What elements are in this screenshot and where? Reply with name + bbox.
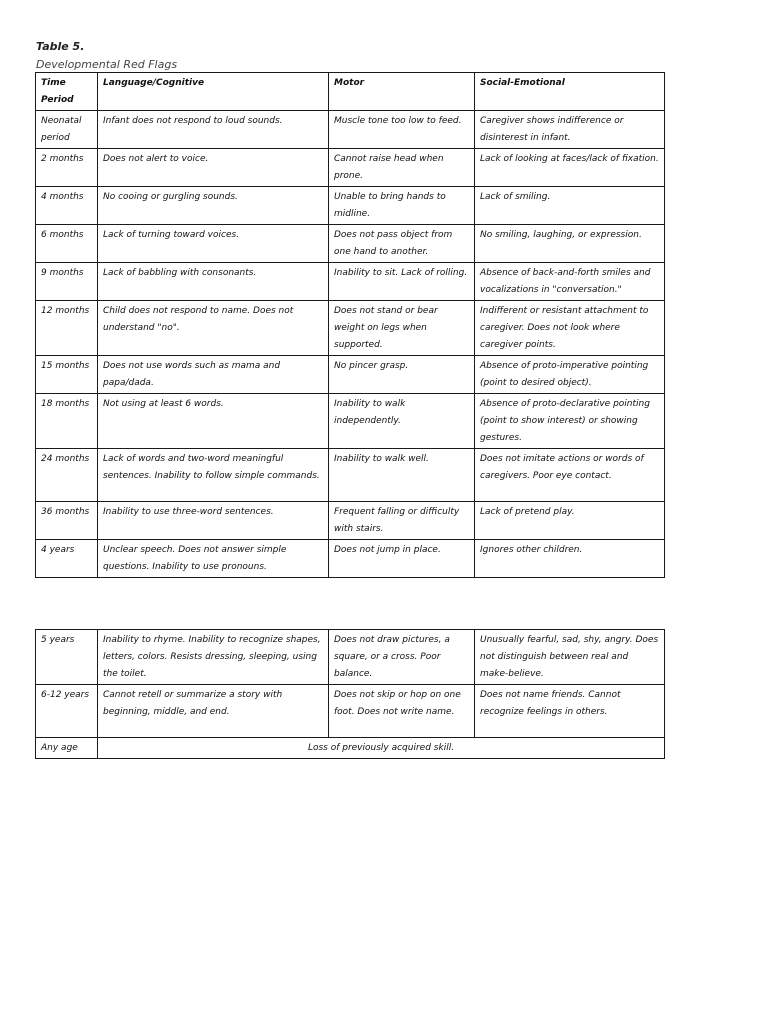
table-label: Table 5. bbox=[36, 40, 85, 53]
cell-period: 12 months bbox=[36, 301, 98, 356]
table-row bbox=[36, 502, 665, 540]
cell-motor: Muscle tone too low to feed. bbox=[329, 111, 475, 149]
cell-social: Ignores other children. bbox=[475, 540, 665, 578]
cell-motor: Does not stand or bear weight on legs when supported. bbox=[329, 301, 475, 356]
cell-period: Neonatal period bbox=[36, 111, 98, 149]
cell-motor: Frequent falling or difficulty with stairs. bbox=[329, 502, 475, 540]
cell-language: Infant does not respond to loud sounds. bbox=[98, 111, 329, 149]
cell-period: 6-12 years bbox=[36, 685, 98, 738]
cell-language: Lack of turning toward voices. bbox=[98, 225, 329, 263]
table-row bbox=[36, 540, 665, 578]
cell-motor: Inability to sit. Lack of rolling. bbox=[329, 263, 475, 301]
table-row bbox=[36, 149, 665, 187]
cell-period: 6 months bbox=[36, 225, 98, 263]
cell-motor: Cannot raise head when prone. bbox=[329, 149, 475, 187]
cell-period: 15 months bbox=[36, 356, 98, 394]
cell-language: Inability to use three-word sentences. bbox=[98, 502, 329, 540]
cell-language: Inability to rhyme. Inability to recognize shapes, letters, colors. Resists dressing, sleeping, using the toilet. bbox=[98, 630, 329, 685]
table-row bbox=[36, 111, 665, 149]
cell-social: Absence of proto-imperative pointing (point to desired object). bbox=[475, 356, 665, 394]
cell-motor: Unable to bring hands to midline. bbox=[329, 187, 475, 225]
cell-period: 18 months bbox=[36, 394, 98, 449]
cell-period: Any age bbox=[36, 738, 98, 759]
table-title: Developmental Red Flags bbox=[36, 58, 178, 71]
cell-language: Child does not respond to name. Does not understand "no". bbox=[98, 301, 329, 356]
cell-language: Does not alert to voice. bbox=[98, 149, 329, 187]
cell-period: 24 months bbox=[36, 449, 98, 502]
cell-period: 2 months bbox=[36, 149, 98, 187]
cell-language: Not using at least 6 words. bbox=[98, 394, 329, 449]
table-row bbox=[36, 630, 665, 685]
cell-social: Absence of back-and-forth smiles and vocalizations in "conversation." bbox=[475, 263, 665, 301]
cell-social: Caregiver shows indifference or disinterest in infant. bbox=[475, 111, 665, 149]
table-row bbox=[36, 685, 665, 738]
cell-language: Unclear speech. Does not answer simple questions. Inability to use pronouns. bbox=[98, 540, 329, 578]
cell-social: Unusually fearful, sad, shy, angry. Does not distinguish between real and make-believe. bbox=[475, 630, 665, 685]
cell-period: 9 months bbox=[36, 263, 98, 301]
table-row bbox=[36, 394, 665, 449]
cell-social: Does not imitate actions or words of caregivers. Poor eye contact. bbox=[475, 449, 665, 502]
cell-social: Indifferent or resistant attachment to caregiver. Does not look where caregiver points. bbox=[475, 301, 665, 356]
table-row bbox=[36, 449, 665, 502]
header-time-period: Time Period bbox=[36, 73, 98, 111]
cell-motor: Inability to walk independently. bbox=[329, 394, 475, 449]
cell-period: 4 years bbox=[36, 540, 98, 578]
cell-social: No smiling, laughing, or expression. bbox=[475, 225, 665, 263]
table-row bbox=[36, 301, 665, 356]
cell-motor: Does not draw pictures, a square, or a cross. Poor balance. bbox=[329, 630, 475, 685]
cell-motor: Inability to walk well. bbox=[329, 449, 475, 502]
cell-language: Lack of babbling with consonants. bbox=[98, 263, 329, 301]
cell-social: Does not name friends. Cannot recognize feelings in others. bbox=[475, 685, 665, 738]
cell-social: Lack of looking at faces/lack of fixation. bbox=[475, 149, 665, 187]
cell-motor: Does not jump in place. bbox=[329, 540, 475, 578]
header-social-emotional: Social-Emotional bbox=[475, 73, 665, 111]
cell-period: 4 months bbox=[36, 187, 98, 225]
cell-social: Lack of smiling. bbox=[475, 187, 665, 225]
red-flags-table bbox=[35, 72, 665, 578]
cell-period: 5 years bbox=[36, 630, 98, 685]
cell-language: Lack of words and two-word meaningful sentences. Inability to follow simple commands. bbox=[98, 449, 329, 502]
cell-motor: No pincer grasp. bbox=[329, 356, 475, 394]
table-header-row bbox=[36, 73, 665, 111]
table-row-any-age bbox=[36, 738, 665, 759]
header-motor: Motor bbox=[329, 73, 475, 111]
table-row bbox=[36, 356, 665, 394]
cell-language: Cannot retell or summarize a story with beginning, middle, and end. bbox=[98, 685, 329, 738]
cell-social: Lack of pretend play. bbox=[475, 502, 665, 540]
cell-language: Does not use words such as mama and papa/dada. bbox=[98, 356, 329, 394]
table-row bbox=[36, 187, 665, 225]
cell-any-age-text: Loss of previously acquired skill. bbox=[98, 738, 665, 759]
cell-language: No cooing or gurgling sounds. bbox=[98, 187, 329, 225]
header-language-cognitive: Language/Cognitive bbox=[98, 73, 329, 111]
cell-motor: Does not skip or hop on one foot. Does not write name. bbox=[329, 685, 475, 738]
cell-social: Absence of proto-declarative pointing (point to show interest) or showing gestures. bbox=[475, 394, 665, 449]
table-row bbox=[36, 263, 665, 301]
cell-period: 36 months bbox=[36, 502, 98, 540]
cell-motor: Does not pass object from one hand to another. bbox=[329, 225, 475, 263]
table-row bbox=[36, 225, 665, 263]
red-flags-table-continued bbox=[35, 629, 665, 759]
